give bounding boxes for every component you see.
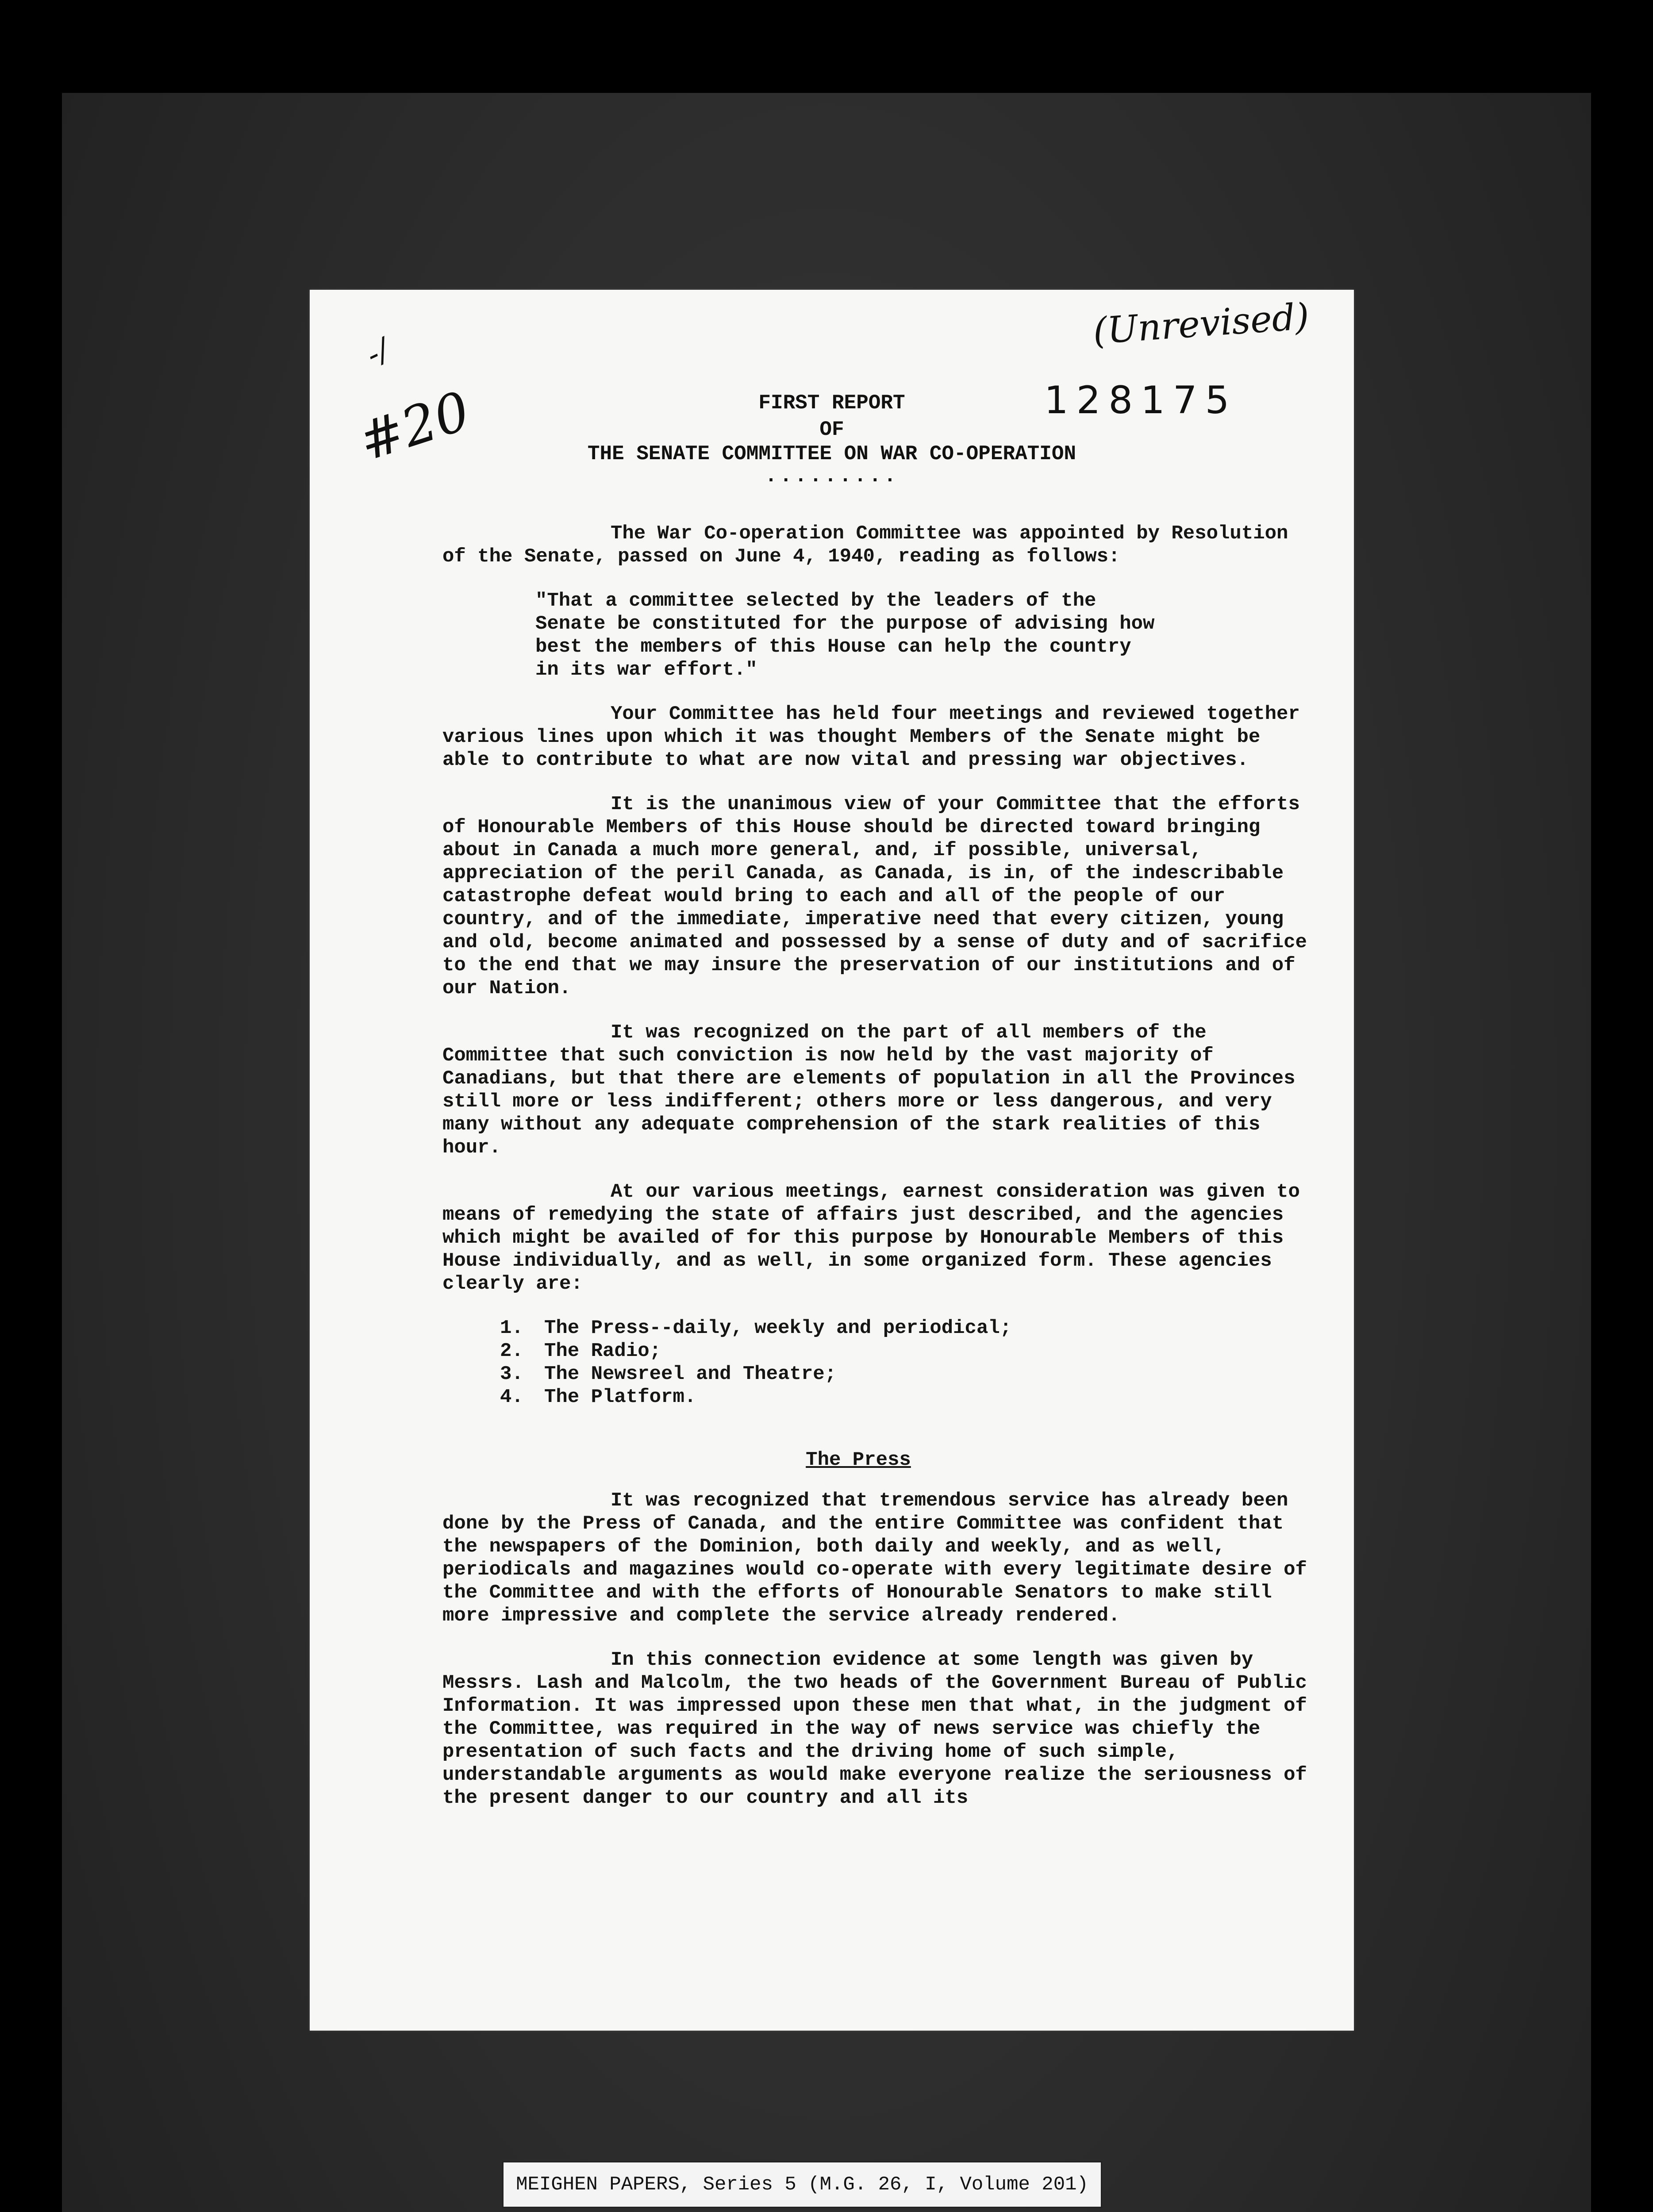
- report-body: [442, 522, 1310, 1831]
- paragraph-unanimous-view: It is the unanimous view of your Committee that the efforts of Honourable Members of this House should be directed toward bringing about in Canada a much more general, and, if possible, universal, appreciation of the peril Canada, as Canada, is in, of the indescribable catastrophe defeat would bring to each and all of the people of our country, and of the immediate, imperative need that every citizen, young and old, become animated and possessed by a sense of duty and of sacrifice to the end that we may insure the preservation of our institutions and of our Nation.: [442, 793, 1307, 999]
- list-item: 3. The Newsreel and Theatre;: [500, 1363, 837, 1385]
- committee-name: THE SENATE COMMITTEE ON WAR CO-OPERATION: [587, 442, 1076, 465]
- paragraph-meetings: Your Committee has held four meetings and reviewed together various lines upon which it was thought Members of the Senate might be able to contribute to what are now vital and pressing war objectives.: [442, 703, 1300, 771]
- document-number: 128175: [1044, 378, 1238, 422]
- paragraph-recognized: It was recognized on the part of all members of the Committee that such conviction is now held by the vast majority of Canadians, but that there are elements of population in all the Provinces still more or less indifferent; others more or less dangerous, and very many without any adequate comprehension of the stark realities of this hour.: [442, 1022, 1295, 1159]
- list-item: 2. The Radio;: [500, 1340, 661, 1362]
- unrevised-note: (Unrevised): [1092, 296, 1311, 353]
- paragraph-press-service: It was recognized that tremendous service has already been done by the Press of Canada, and the entire Committee was confident that the newspapers of the Dominion, both daily and weekly, and as well, periodicals and magazines would co-operate with every legitimate desire of the Committee and with the efforts of Honourable Senators to make still more impressive and complete the service already rendered.: [442, 1490, 1307, 1627]
- heading-dots: .........: [765, 465, 899, 488]
- handwritten-tick: -/: [360, 331, 395, 373]
- list-item: 4. The Platform.: [500, 1386, 696, 1408]
- list-item: 1. The Press--daily, weekly and periodical;: [500, 1317, 1012, 1339]
- paragraph-various-meetings: At our various meetings, earnest consideration was given to means of remedying the state of affairs just described, and the agencies which might be availed of for this purpose by Honourable Members of this House individually, and as well, in some organized form. These agencies clearly are:: [442, 1181, 1300, 1295]
- paragraph-appointment: The War Co-operation Committee was appointed by Resolution of the Senate, passed on June 4, 1940, reading as follows:: [442, 522, 1288, 568]
- report-title: FIRST REPORT: [758, 392, 905, 415]
- handwritten-marker: #20: [351, 380, 477, 473]
- agencies-list: [500, 1317, 1310, 1409]
- document-page: [310, 290, 1354, 2031]
- paragraph-press-evidence: In this connection evidence at some length was given by Messrs. Lash and Malcolm, the two heads of the Government Bureau of Public Information. It was impressed upon these men that what, in the judgment of the Committee, was required in the way of news service was chiefly the presentation of such facts and the driving home of such simple, understandable arguments as would make everyone realize the seriousness of the present danger to our country and all its: [442, 1649, 1307, 1809]
- collection-label: MEIGHEN PAPERS, Series 5 (M.G. 26, I, Volume 201): [502, 2161, 1102, 2208]
- report-title-of: OF: [819, 418, 844, 441]
- resolution-quote: "That a committee selected by the leaders of the Senate be constituted for the purpose of advising how best the members of this House can help the country in its war effort.": [535, 590, 1155, 681]
- section-title-press: The Press: [806, 1449, 911, 1471]
